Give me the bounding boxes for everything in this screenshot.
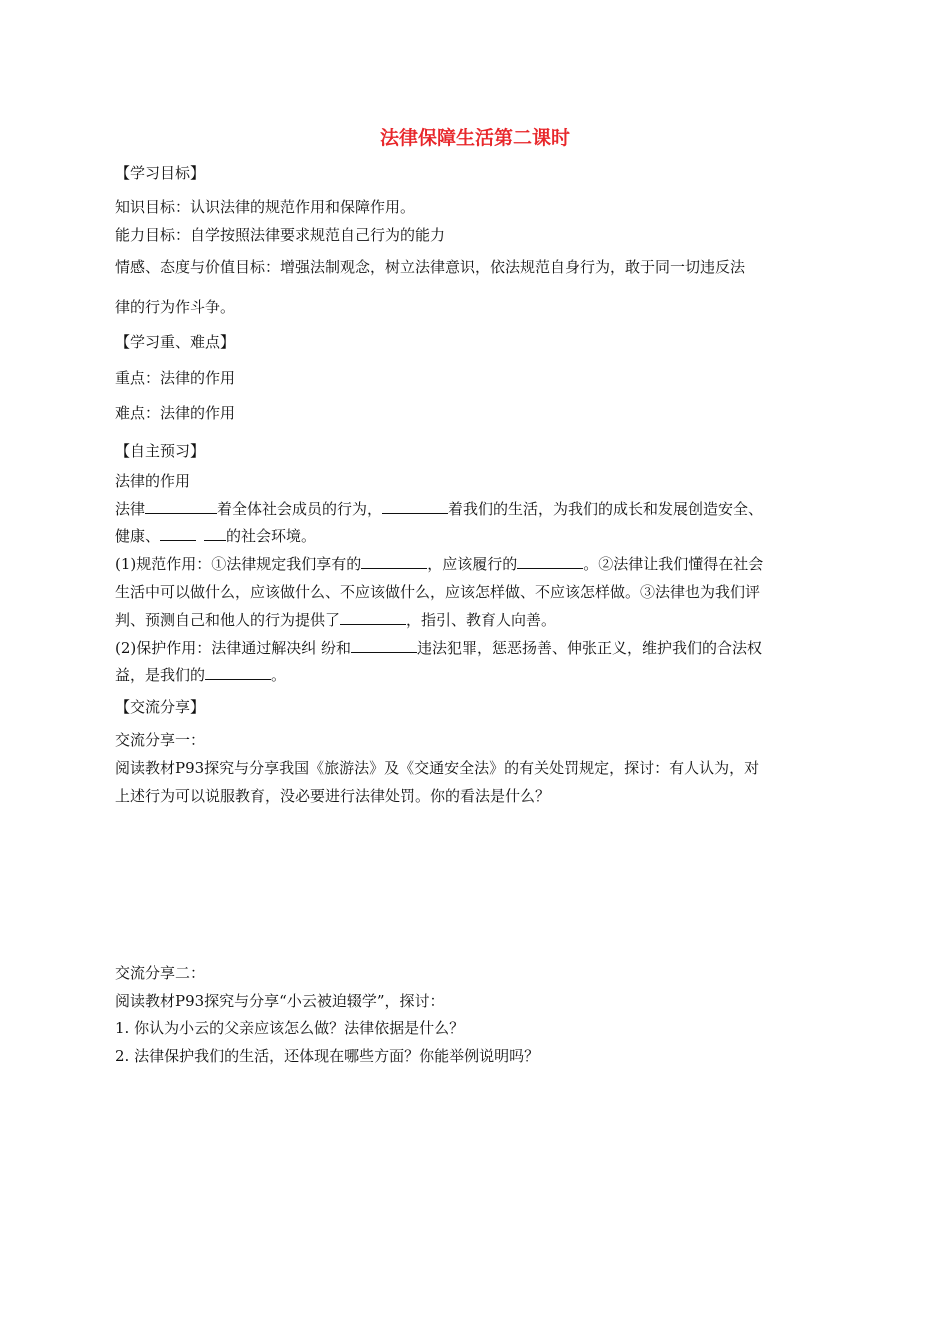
fill-blank[interactable]: [205, 665, 271, 680]
preview-paragraph-line-2: [115, 526, 316, 546]
section-heading-goals: 【学习目标】: [115, 164, 206, 182]
share-two-title: 交流分享二：: [115, 964, 206, 982]
share-one-question-line-2: 上述行为可以说服教育，没必要进行法律处罚。你的看法是什么？: [115, 787, 551, 805]
section-heading-preview: 【自主预习】: [115, 442, 206, 460]
regulative-role-line-1: [115, 554, 763, 574]
protective-role-line-2: [115, 665, 286, 685]
text-fragment: 。②法律让我们懂得在社会: [583, 555, 764, 573]
text-fragment: ，应该履行的: [427, 555, 518, 573]
page-title: 法律保障生活第二课时: [379, 127, 570, 149]
fill-blank[interactable]: [204, 526, 226, 541]
fill-blank[interactable]: [340, 610, 406, 625]
share-one-question-line-1: 阅读教材P93探究与分享我国《旅游法》及《交通安全法》的有关处罚规定，探讨：有人认为，对: [115, 759, 760, 777]
fill-blank[interactable]: [160, 526, 196, 541]
preview-paragraph-line-1: [115, 499, 763, 519]
text-fragment: 着全体社会成员的行为，: [217, 500, 383, 518]
text-fragment: ，指引、教育人向善。: [406, 611, 557, 629]
text-fragment: 健康、: [115, 527, 161, 545]
text-fragment: 的社会环境。: [226, 527, 317, 545]
goal-emotion-line-2: 律的行为作斗争。: [115, 298, 236, 316]
regulative-role-line-3: [115, 610, 556, 630]
protective-role-line-1: [115, 638, 762, 658]
fill-blank[interactable]: [517, 554, 583, 569]
share-two-question-1: 1. 你认为小云的父亲应该怎么做？法律依据是什么？: [115, 1019, 465, 1037]
text-fragment: 违法犯罪，惩恶扬善、伸张正义，维护我们的合法权: [417, 639, 763, 657]
regulative-role-line-2: 生活中可以做什么，应该做什么、不应该做什么，应该怎样做、不应该怎样做。③法律也为我们评: [115, 583, 761, 601]
difficult-point: 难点：法律的作用: [115, 404, 236, 422]
text-fragment: (1)规范作用：①法律规定我们享有的: [115, 555, 362, 573]
text-fragment: 益，是我们的: [115, 666, 206, 684]
goal-ability: 能力目标：自学按照法律要求规范自己行为的能力: [115, 226, 446, 244]
text-fragment: 法律: [115, 500, 146, 518]
fill-blank[interactable]: [145, 499, 217, 514]
fill-blank[interactable]: [361, 554, 427, 569]
goal-emotion-line-1: 情感、态度与价值目标：增强法制观念，树立法律意识，依法规范自身行为，敢于同一切违反法: [115, 258, 746, 276]
fill-blank[interactable]: [382, 499, 448, 514]
text-fragment: (2)保护作用：法律通过解决纠 纷和: [115, 639, 352, 657]
text-fragment: 判、预测自己和他人的行为提供了: [115, 611, 341, 629]
section-heading-key-points: 【学习重、难点】: [115, 333, 236, 351]
section-heading-share: 【交流分享】: [115, 698, 206, 716]
text-fragment: 着我们的生活，为我们的成长和发展创造安全、: [448, 500, 764, 518]
goal-knowledge: 知识目标：认识法律的规范作用和保障作用。: [115, 198, 416, 216]
preview-topic: 法律的作用: [115, 472, 191, 490]
text-fragment: 。: [271, 666, 287, 684]
share-one-title: 交流分享一：: [115, 731, 206, 749]
share-two-intro: 阅读教材P93探究与分享“小云被迫辍学”，探讨：: [115, 992, 445, 1010]
key-point: 重点：法律的作用: [115, 369, 236, 387]
share-two-question-2: 2. 法律保护我们的生活，还体现在哪些方面？你能举例说明吗？: [115, 1047, 540, 1065]
fill-blank[interactable]: [351, 638, 417, 653]
